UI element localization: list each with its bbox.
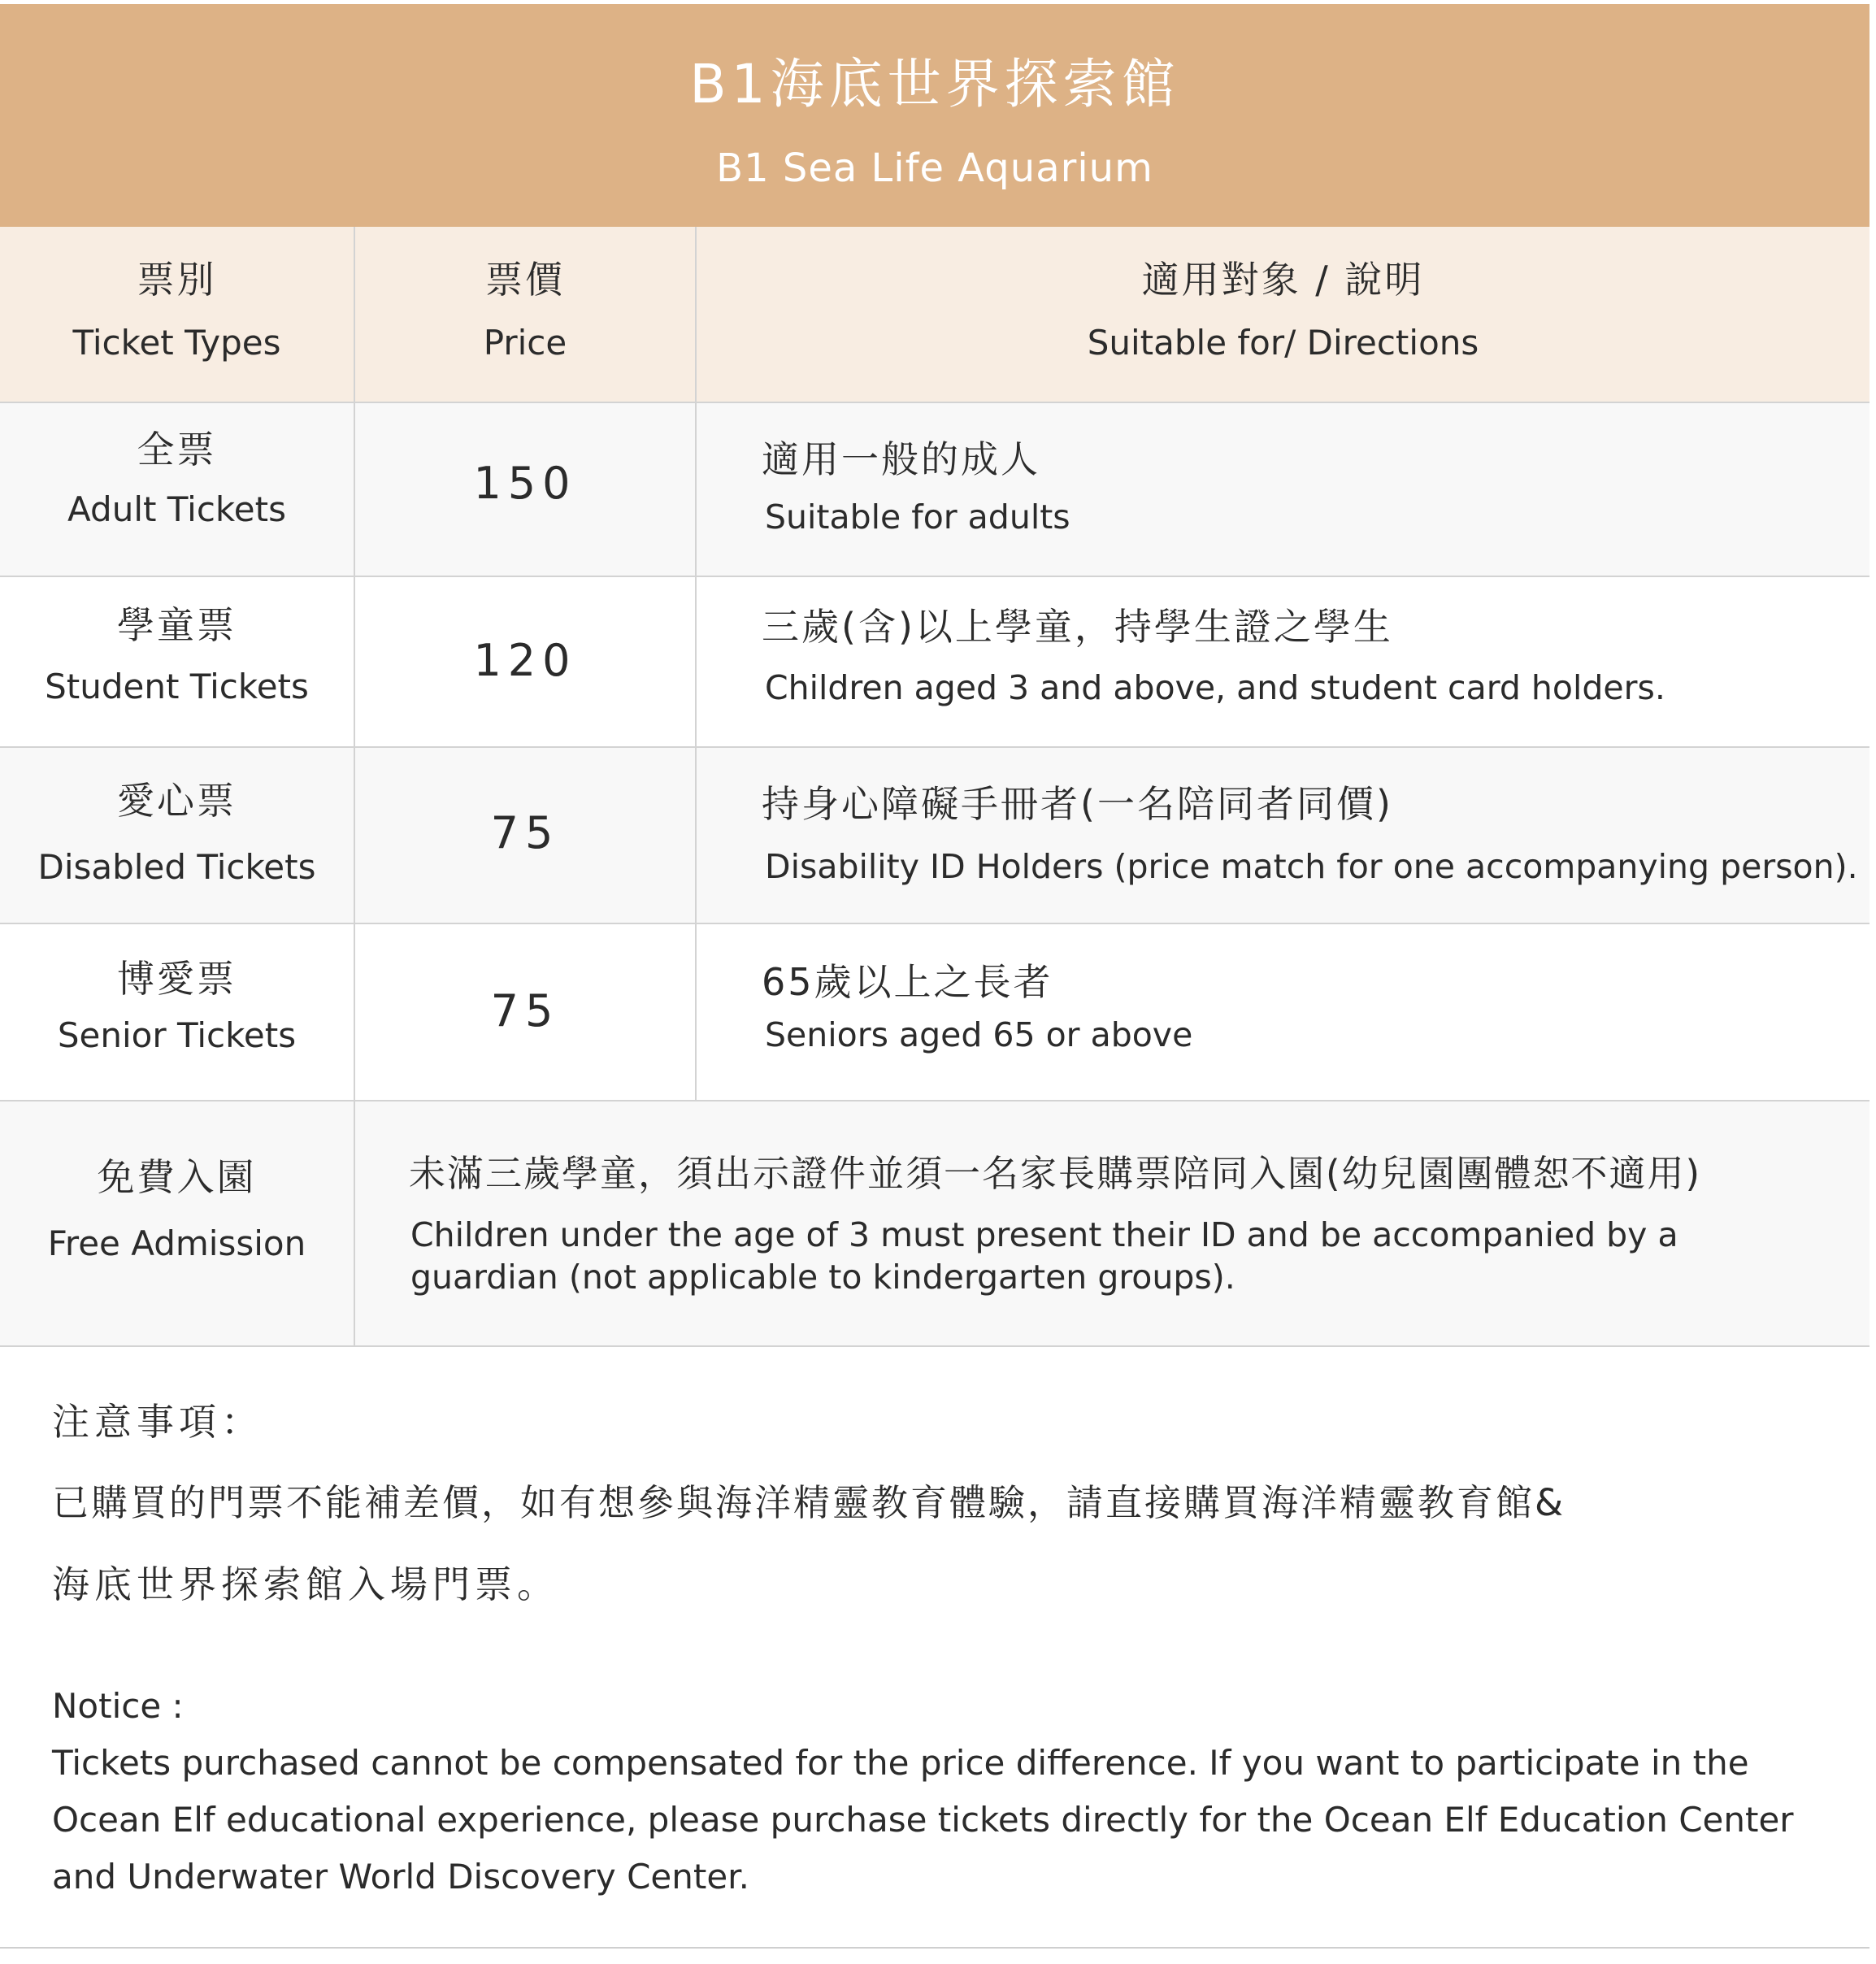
notes-line-zh: 已購買的門票不能補差價，如有想參與海洋精靈教育體驗，請直接購買海洋精靈教育館& [52, 1481, 1566, 1524]
bottom-divider [0, 1947, 1869, 1949]
table-row-senior-description: 65歲以上之長者 Seniors aged 65 or above [697, 924, 1869, 1101]
table-row-student-description: 三歲(含)以上學童，持學生證之學生 Children aged 3 and above, and student card holders. [697, 577, 1869, 748]
table-row-student-type: 學童票 Student Tickets [0, 577, 355, 748]
table-row-disabled-description: 持身心障礙手冊者(一名陪同者同價) Disability ID Holders (price match for one accompanying person). [697, 748, 1869, 924]
notes-line-zh: 海底世界探索館入場門票。 [52, 1562, 559, 1606]
venue-title-zh: B1海底世界探索館 [689, 53, 1180, 115]
notes-title-en: Notice : [52, 1686, 184, 1726]
table-row-adult-price: 150 [355, 403, 697, 577]
venue-header [0, 4, 1869, 227]
table-row-adult-type: 全票 Adult Tickets [0, 403, 355, 577]
table-row-free-description: 未滿三歲學童，須出示證件並須一名家長購票陪同入園(幼兒園團體恕不適用) Children under the age of 3 must present their ID and be accompanied by a guardian (not applicable to kindergarten groups). [355, 1101, 1869, 1347]
venue-title-en: B1 Sea Life Aquarium [716, 146, 1153, 191]
column-header-price: 票價 Price [355, 227, 697, 403]
notes-line-en: Ocean Elf educational experience, please purchase tickets directly for the Ocean Elf Education Center [52, 1800, 1794, 1840]
notes-line-en: and Underwater World Discovery Center. [52, 1857, 749, 1897]
table-row-student-price: 120 [355, 577, 697, 748]
table-row-disabled-type: 愛心票 Disabled Tickets [0, 748, 355, 924]
column-header-ticket-type: 票別 Ticket Types [0, 227, 355, 403]
table-row-senior-price: 75 [355, 924, 697, 1101]
column-header-description: 適用對象 / 說明 Suitable for/ Directions [697, 227, 1869, 403]
table-row-adult-description: 適用一般的成人 Suitable for adults [697, 403, 1869, 577]
notes-title-zh: 注意事項： [52, 1400, 263, 1444]
table-row-disabled-price: 75 [355, 748, 697, 924]
notes-line-en: Tickets purchased cannot be compensated for the price difference. If you want to participate in the [52, 1743, 1749, 1783]
table-row-free-type: 免費入園 Free Admission [0, 1101, 355, 1347]
table-row-senior-type: 博愛票 Senior Tickets [0, 924, 355, 1101]
